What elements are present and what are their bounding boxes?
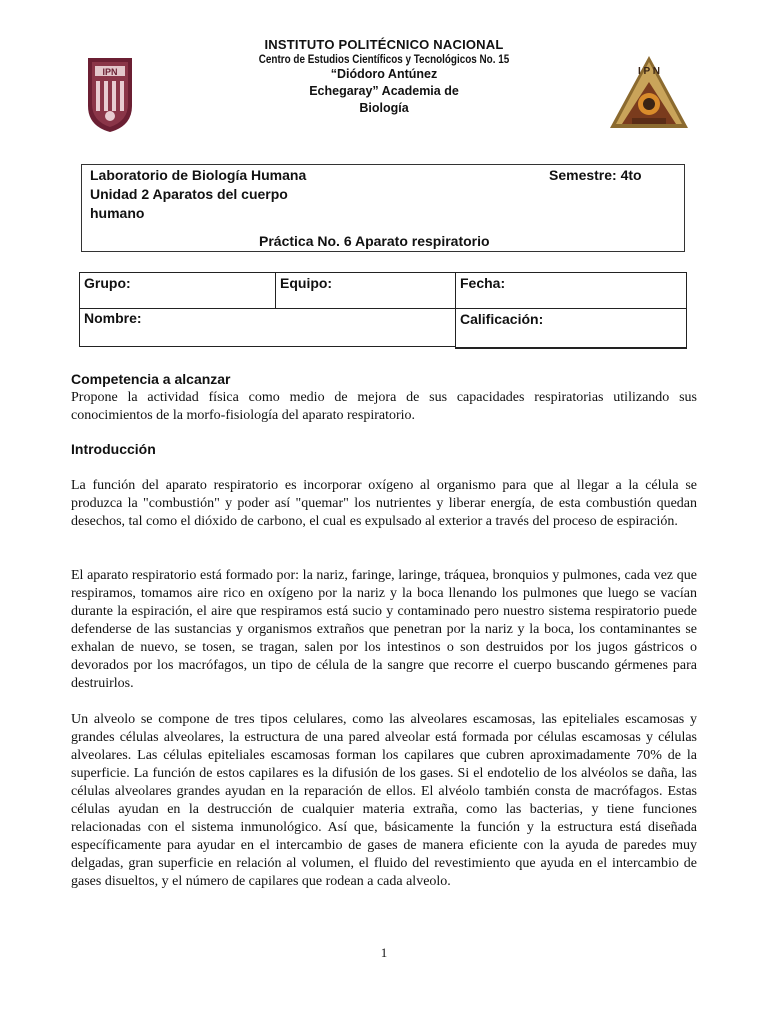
nombre-field[interactable] <box>79 308 456 347</box>
document-header <box>170 37 598 117</box>
intro-paragraph-1: La función del aparato respiratorio es incorporar oxígeno al organismo para que al llegar a la célula se produzca la "combustión" y poder así "quemar" los nutrientes y liberar energía, de esta combustión quedan desechos, tal como el dióxido de carbono, el cual es expulsado al exterior a través del proceso de espiración. <box>71 478 697 529</box>
lab-semester: Semestre: 4to <box>549 167 642 183</box>
header-line-3: “Diódoro Antúnez <box>330 67 438 81</box>
center-name: Centro de Estudios Científicos y Tecnológicos No. 15 <box>258 54 510 66</box>
nombre-label: Nombre: <box>84 310 142 326</box>
grupo-field[interactable] <box>79 272 276 309</box>
lab-info-box <box>81 164 685 252</box>
intro-paragraph-3: Un alveolo se compone de tres tipos celulares, como las alveolares escamosas, las epiteliales escamosas y grandes células alveolares, la estructura de una pared alveolar está formada por células escamosas y células alveolares. Las células epiteliales escamosas forman los capilares que cubren aproximadamente 70% de la superficie. La función de estos capilares es la difusión de los gases. Si el endotelio de los alvéolos se daña, las células alveolares grandes ayudan en la reparación de ellos. El alvéolo también consta de macrófagos. Estas células ayudan en la destrucción de cualquier materia extraña, como las bacterias, y tiene funciones relacionadas con el sistema inmunológico. Así que, básicamente la función y la estructura está diseñada específicamente para ayudar en el intercambio de gases de manera eficiente con la ayuda de paredes muy delgadas, gran superficie en relación al volumen, el fluido del revestimiento que ayuda en el intercambio de gases disueltos, y el número de capilares que rodean a cada alveolo. <box>71 712 697 889</box>
header-line-4: Echegaray” Academia de <box>309 84 459 98</box>
logo-right-text: I P N <box>637 66 661 77</box>
institute-name: INSTITUTO POLITÉCNICO NACIONAL <box>264 37 504 52</box>
calificacion-label: Calificación: <box>460 311 544 327</box>
grupo-label: Grupo: <box>84 275 131 291</box>
cecyt-ipn-logo <box>608 52 690 132</box>
student-form <box>79 272 687 349</box>
lab-unit: Unidad 2 Aparatos del cuerpo humano <box>90 186 288 221</box>
practice-title: Práctica No. 6 Aparato respiratorio <box>259 233 490 249</box>
calificacion-field[interactable] <box>455 308 687 349</box>
lab-title: Laboratorio de Biología Humana <box>90 167 307 183</box>
equipo-field[interactable] <box>275 272 456 309</box>
ipn-shield-logo <box>84 54 136 134</box>
introduccion-title: Introducción <box>71 441 156 457</box>
fecha-label: Fecha: <box>460 275 506 291</box>
header-line-5: Biología <box>359 101 409 115</box>
competencia-title: Competencia a alcanzar <box>71 371 231 387</box>
fecha-field[interactable] <box>455 272 687 309</box>
intro-paragraph-2: El aparato respiratorio está formado por: la nariz, faringe, laringe, tráquea, bronquios y pulmones, cada vez que respiramos, tomamos aire rico en oxígeno por la nariz y la boca llenando los pulmones que luego se vacían durante la espiración, el aire que respiramos está sucio y contaminado pero nuestro sistema respiratorio puede defenderse de las sustancias y organismos extraños que penetran por la nariz y la boca, los contaminantes se exhalan de nuevo, se tosen, se tragan, salen por los intestinos o son destruidos por los jugos gástricos o devorados por los macrófagos, un tipo de célula de la sangre que recorre el cuerpo buscando gérmenes para destruirlos. <box>71 568 697 691</box>
competencia-text: Propone la actividad física como medio de mejora de sus capacidades respiratorias utilizando sus conocimientos de la morfo-fisiología del aparato respiratorio. <box>71 390 697 423</box>
equipo-label: Equipo: <box>280 275 333 291</box>
svg-text:IPN: IPN <box>102 67 118 77</box>
page-number: 1 <box>380 945 388 960</box>
